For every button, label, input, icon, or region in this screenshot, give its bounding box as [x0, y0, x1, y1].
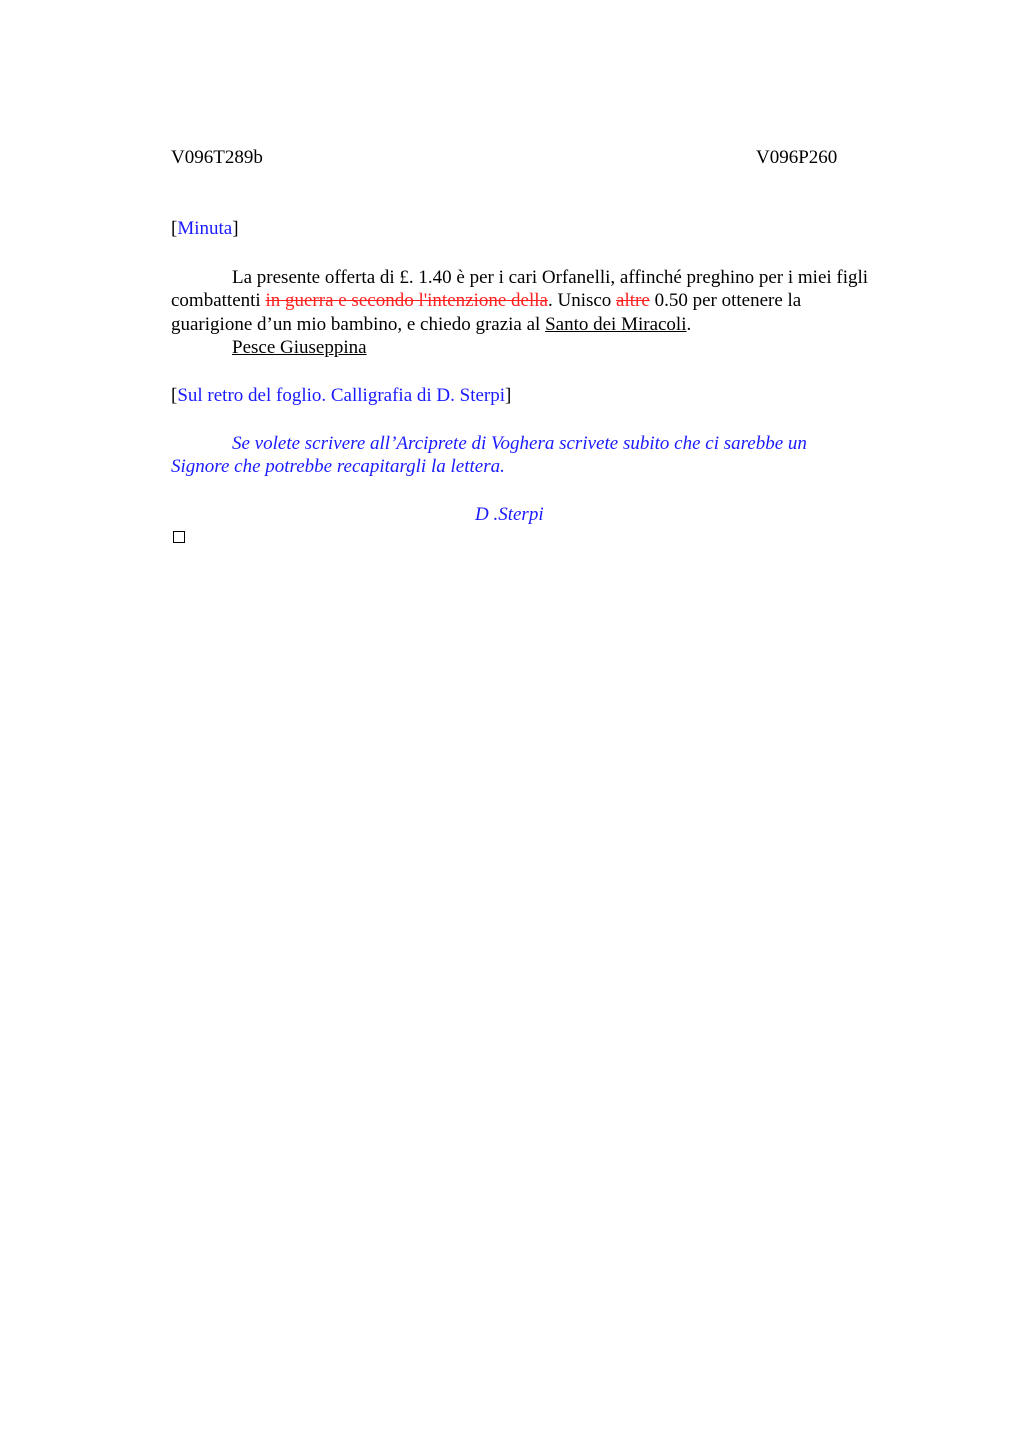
underlined-text: Santo dei Miracoli: [545, 314, 687, 335]
note-signature: D .Sterpi: [475, 504, 544, 525]
body-line-2: [171, 289, 801, 313]
note-line-2: Signore che potrebbe recapitargli la lettera.: [171, 456, 505, 477]
body-text: 0.50 per ottenere la: [649, 290, 802, 311]
section-heading-minuta: [171, 217, 239, 241]
bracket-close: ]: [505, 385, 512, 406]
struck-text: in guerra e secondo l'intenzione della: [265, 290, 548, 311]
section-label: Minuta: [177, 218, 233, 239]
body-text: .: [686, 314, 692, 335]
section-heading-retro: [171, 384, 511, 408]
document-code-left: V096T289b: [171, 147, 263, 168]
body-line-1: La presente offerta di £. 1.40 è per i cari Orfanelli, affinché preghino per i miei figli: [232, 267, 869, 288]
section-label: Sul retro del foglio. Calligrafia di D. Sterpi: [177, 385, 506, 406]
body-text: guarigione d’un mio bambino, e chiedo grazia al: [171, 314, 546, 335]
checkbox-icon: [173, 531, 185, 543]
bracket-open: [: [171, 218, 178, 239]
document-code-right: V096P260: [756, 147, 838, 168]
body-line-3: [171, 313, 691, 337]
signature: Pesce Giuseppina: [232, 337, 367, 358]
struck-text: altre: [616, 290, 650, 311]
body-text: combattenti: [171, 290, 266, 311]
body-text: . Unisco: [547, 290, 617, 311]
bracket-close: ]: [232, 218, 239, 239]
bracket-open: [: [171, 385, 178, 406]
note-line-1: Se volete scrivere all’Arciprete di Voghera scrivete subito che ci sarebbe un: [232, 433, 807, 454]
